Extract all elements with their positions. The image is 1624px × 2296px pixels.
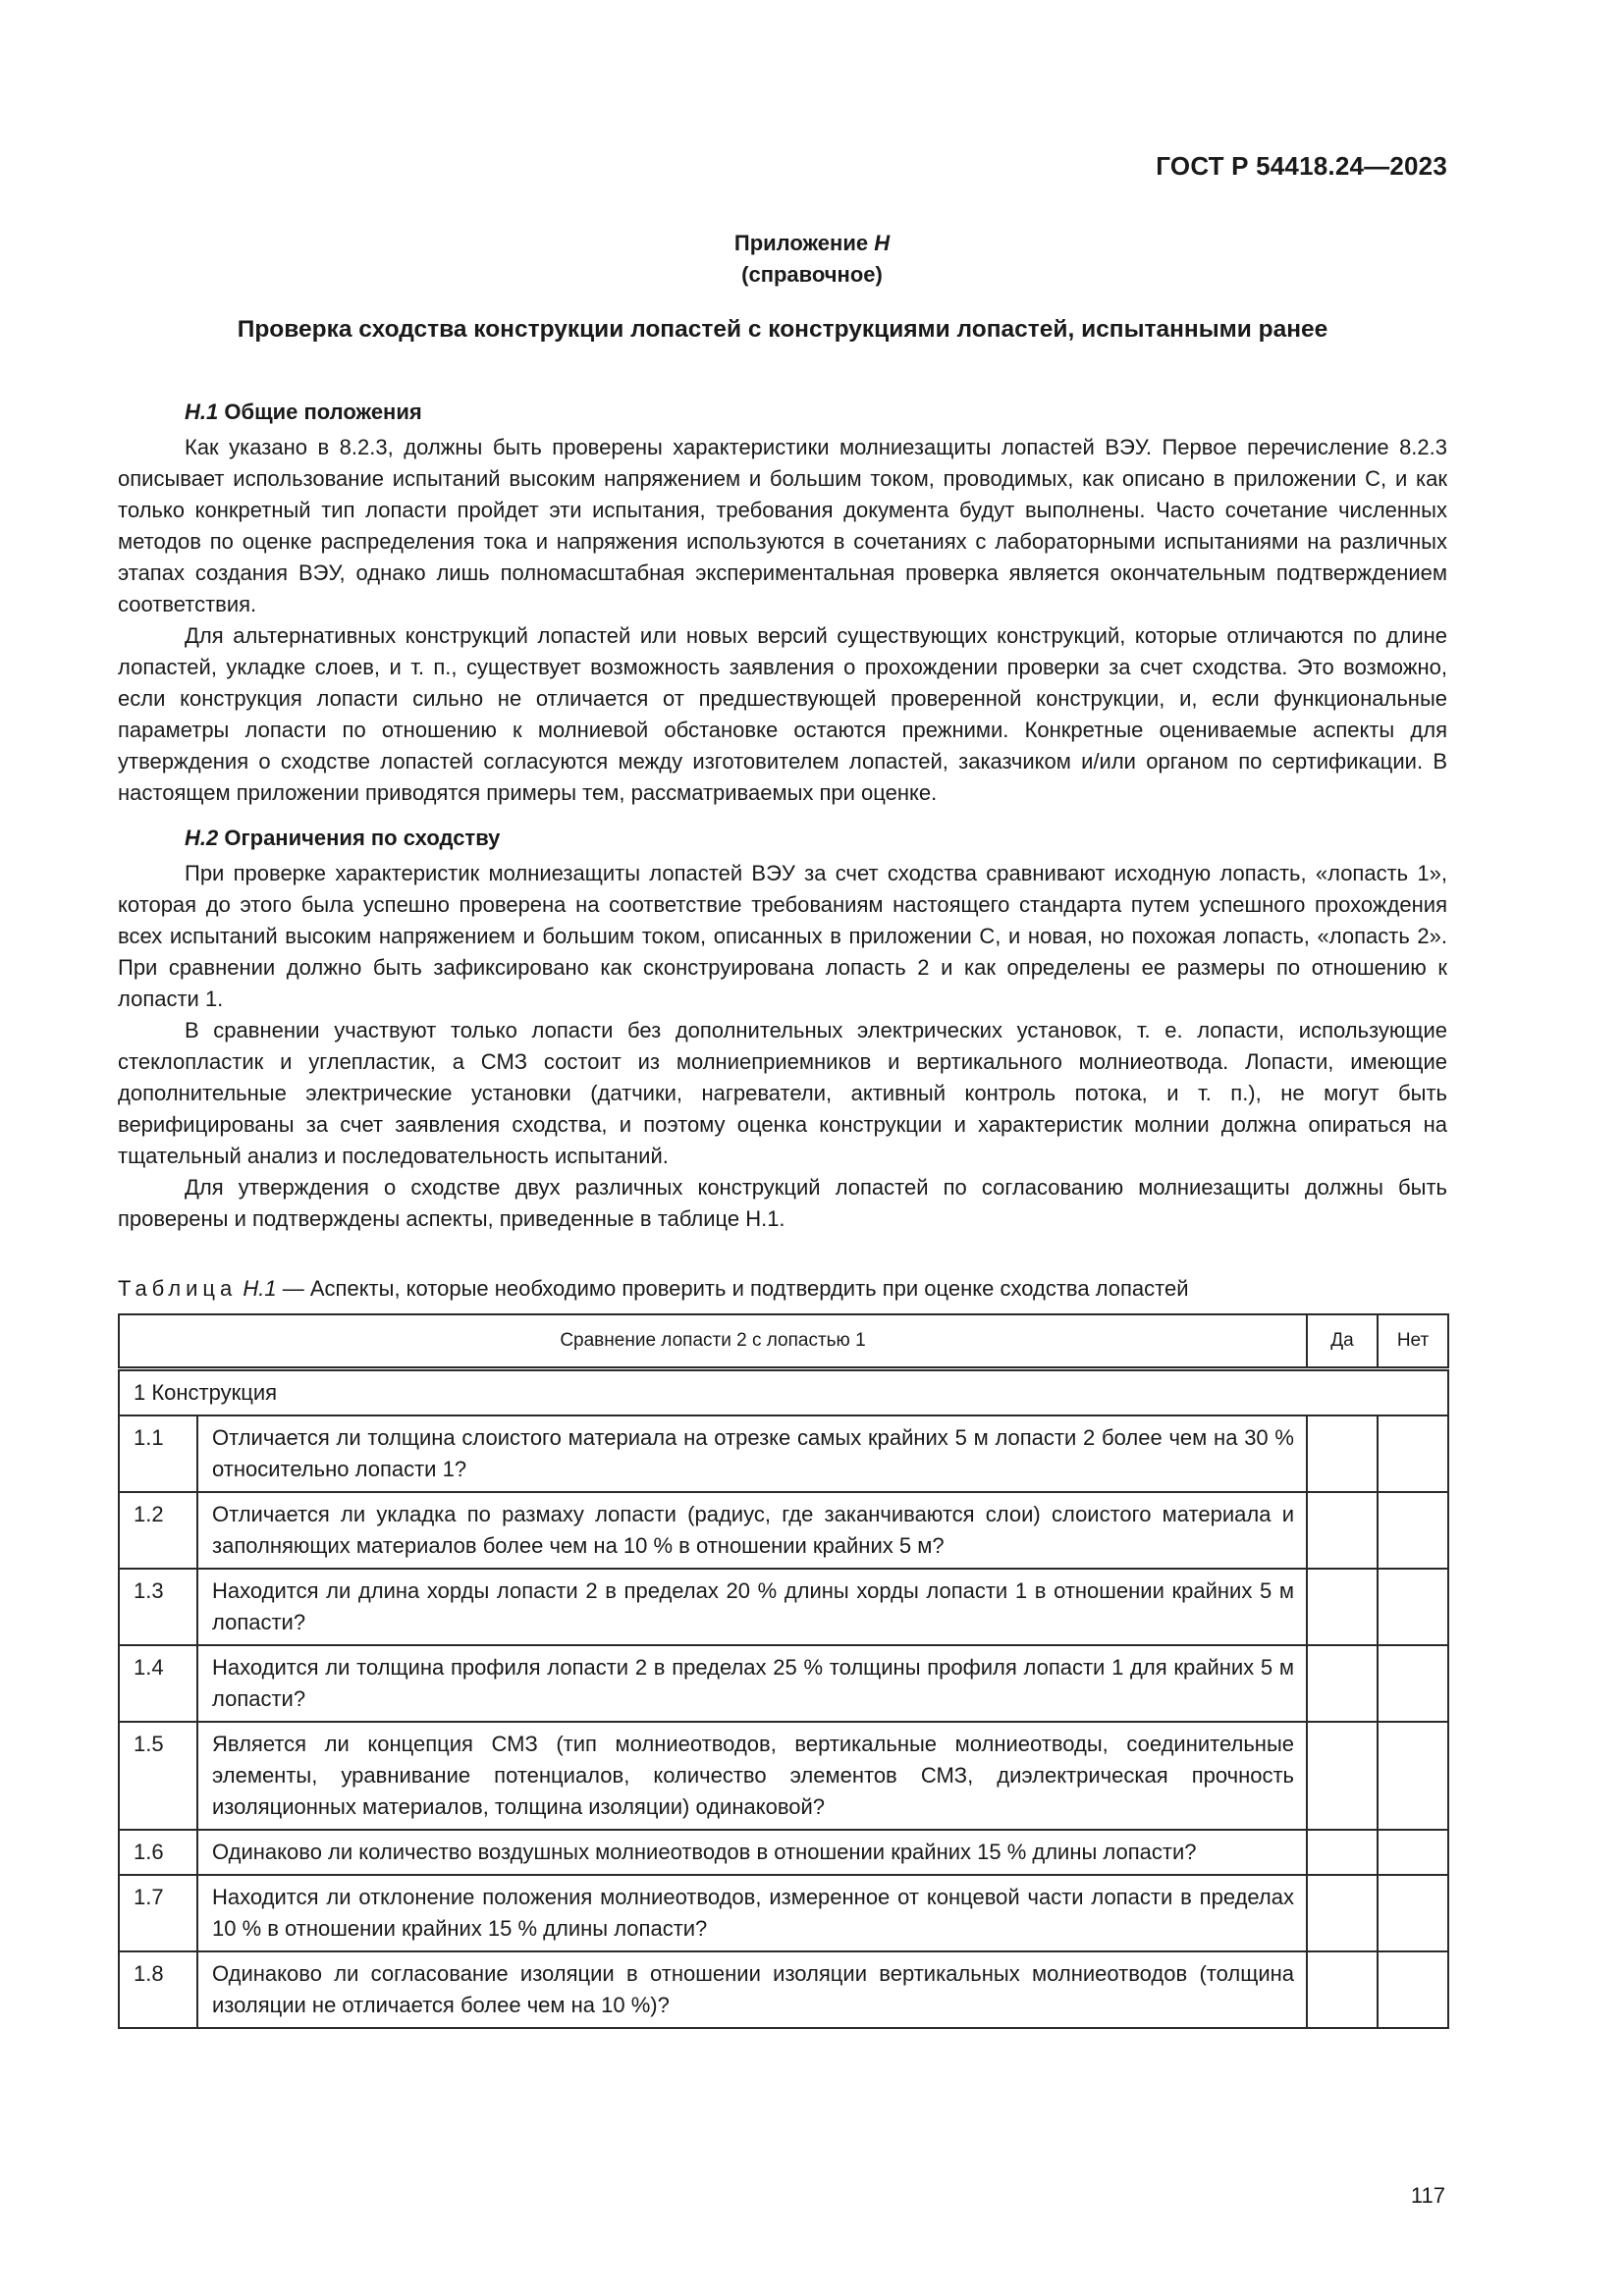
- header-yes: Да: [1307, 1314, 1378, 1369]
- no-cell[interactable]: [1378, 1951, 1448, 2028]
- section-label: 1 Конструкция: [119, 1369, 1448, 1416]
- row-question: Отличается ли толщина слоистого материала на отрезке самых крайних 5 м лопасти 2 более чем на 30 % относительно лопасти 1?: [197, 1415, 1307, 1492]
- yes-cell[interactable]: [1307, 1875, 1378, 1951]
- row-question: Находится ли толщина профиля лопасти 2 в пределах 25 % толщины профиля лопасти 1 для крайних 5 м лопасти?: [197, 1645, 1307, 1722]
- aspects-table: [118, 1313, 1449, 2029]
- yes-cell[interactable]: [1307, 1645, 1378, 1722]
- table-row: [119, 1569, 1448, 1645]
- row-question: Отличается ли укладка по размаху лопасти (радиус, где заканчиваются слои) слоистого материала и заполняющих материалов более чем на 10 % в отношении крайних 5 м?: [197, 1492, 1307, 1569]
- no-cell[interactable]: [1378, 1492, 1448, 1569]
- paragraph: Для утверждения о сходстве двух различных конструкций лопастей по согласованию молниезащиты должны быть проверены и подтверждены аспекты, приведенные в таблице Н.1.: [118, 1175, 1447, 1231]
- paragraph: В сравнении участвуют только лопасти без дополнительных электрических установок, т. е. лопасти, использующие стеклопластик и углепластик, а СМЗ состоит из молниеприемников и вертикального молниеотвода. Лопасти, имеющие дополнительные электрические установки (датчики, нагреватели, активный контроль потока, и т. п.), не могут быть верифицированы за счет заявления сходства, и поэтому оценка конструкции и характеристик молнии должна опираться на тщательный анализ и последовательность испытаний.: [118, 1018, 1447, 1168]
- yes-cell[interactable]: [1307, 1951, 1378, 2028]
- row-number: 1.2: [119, 1492, 197, 1569]
- body-text: [118, 397, 1447, 1235]
- row-question: Является ли концепция СМЗ (тип молниеотводов, вертикальные молниеотводы, соединительные элементы, уравнивание потенциалов, количество элементов СМЗ, диэлектрическая прочность изоляционных материалов, толщина изоляции) одинаковой?: [197, 1722, 1307, 1830]
- row-number: 1.8: [119, 1951, 197, 2028]
- table-row: [119, 1645, 1448, 1722]
- row-number: 1.5: [119, 1722, 197, 1830]
- table-caption: Таблица Н.1 — Аспекты, которые необходимо проверить и подтвердить при оценке сходства лопастей: [118, 1276, 1189, 1301]
- header-no: Нет: [1378, 1314, 1448, 1369]
- paragraph: Для альтернативных конструкций лопастей или новых версий существующих конструкций, которые отличаются по длине лопастей, укладке слоев, и т. п., существует возможность заявления о прохождении проверки за счет сходства. Это возможно, если конструкция лопасти сильно не отличается от предшествующей проверенной конструкции, и, если функциональные параметры лопасти по отношению к молниевой обстановке остаются прежними. Конкретные оцениваемые аспекты для утверждения о сходстве лопастей согласуются между изготовителем лопастей, заказчиком и/или органом по сертификации. В настоящем приложении приводятся примеры тем, рассматриваемых при оценке.: [118, 623, 1447, 805]
- paragraph: Как указано в 8.2.3, должны быть проверены характеристики молниезащиты лопастей ВЭУ. Первое перечисление 8.2.3 описывает использование испытаний высоким напряжением и большим током, проводимых, как описано в приложении С, и как только конкретный тип лопасти пройдет эти испытания, требования документа будут выполнены. Часто сочетание численных методов по оценке распределения тока и напряжения используются в сочетаниях с лабораторными испытаниями на различных этапах создания ВЭУ, однако лишь полномасштабная экспериментальная проверка является окончательным подтверждением соответствия.: [118, 435, 1447, 616]
- no-cell[interactable]: [1378, 1415, 1448, 1492]
- annex-subtitle: (справочное): [741, 262, 883, 287]
- yes-cell[interactable]: [1307, 1830, 1378, 1875]
- table-header-row: [119, 1314, 1448, 1369]
- table-row: [119, 1830, 1448, 1875]
- table-row: [119, 1722, 1448, 1830]
- paragraph: При проверке характеристик молниезащиты лопастей ВЭУ за счет сходства сравнивают исходную лопасть, «лопасть 1», которая до этого была успешно проверена на соответствие требованиям настоящего стандарта путем успешного прохождения всех испытаний высоким напряжением и большим током, описанных в приложении С, и новая, но похожая лопасть, «лопасть 2». При сравнении должно быть зафиксировано как сконструирована лопасть 2 и как определены ее размеры по отношению к лопасти 1.: [118, 861, 1447, 1011]
- table-row: [119, 1875, 1448, 1951]
- no-cell[interactable]: [1378, 1569, 1448, 1645]
- yes-cell[interactable]: [1307, 1569, 1378, 1645]
- row-number: 1.1: [119, 1415, 197, 1492]
- no-cell[interactable]: [1378, 1875, 1448, 1951]
- main-title: Проверка сходства конструкции лопастей с конструкциями лопастей, испытанными ранее: [237, 316, 1328, 343]
- row-number: 1.6: [119, 1830, 197, 1875]
- no-cell[interactable]: [1378, 1830, 1448, 1875]
- no-cell[interactable]: [1378, 1645, 1448, 1722]
- row-question: Одинаково ли согласование изоляции в отношении изоляции вертикальных молниеотводов (толщина изоляции не отличается более чем на 10 %)?: [197, 1951, 1307, 2028]
- table-row: [119, 1951, 1448, 2028]
- row-question: Одинаково ли количество воздушных молниеотводов в отношении крайних 15 % длины лопасти?: [197, 1830, 1307, 1875]
- row-question: Находится ли длина хорды лопасти 2 в пределах 20 % длины хорды лопасти 1 в отношении крайних 5 м лопасти?: [197, 1569, 1307, 1645]
- page-number: 117: [1410, 2183, 1445, 2208]
- yes-cell[interactable]: [1307, 1415, 1378, 1492]
- table-row: [119, 1415, 1448, 1492]
- row-number: 1.7: [119, 1875, 197, 1951]
- annex-title: Приложение Н: [733, 231, 891, 255]
- row-number: 1.4: [119, 1645, 197, 1722]
- section-heading-h1: Н.1 Общие положения: [185, 400, 422, 424]
- yes-cell[interactable]: [1307, 1492, 1378, 1569]
- row-number: 1.3: [119, 1569, 197, 1645]
- document-code: ГОСТ Р 54418.24—2023: [1156, 151, 1447, 181]
- section-heading-h2: Н.2 Ограничения по сходству: [185, 826, 501, 850]
- table-section-row: [119, 1369, 1448, 1416]
- yes-cell[interactable]: [1307, 1722, 1378, 1830]
- annex-heading: [0, 228, 1624, 291]
- no-cell[interactable]: [1378, 1722, 1448, 1830]
- row-question: Находится ли отклонение положения молниеотводов, измеренное от концевой части лопасти в пределах 10 % в отношении крайних 15 % длины лопасти?: [197, 1875, 1307, 1951]
- table-row: [119, 1492, 1448, 1569]
- header-comparison: Сравнение лопасти 2 с лопастью 1: [119, 1314, 1307, 1369]
